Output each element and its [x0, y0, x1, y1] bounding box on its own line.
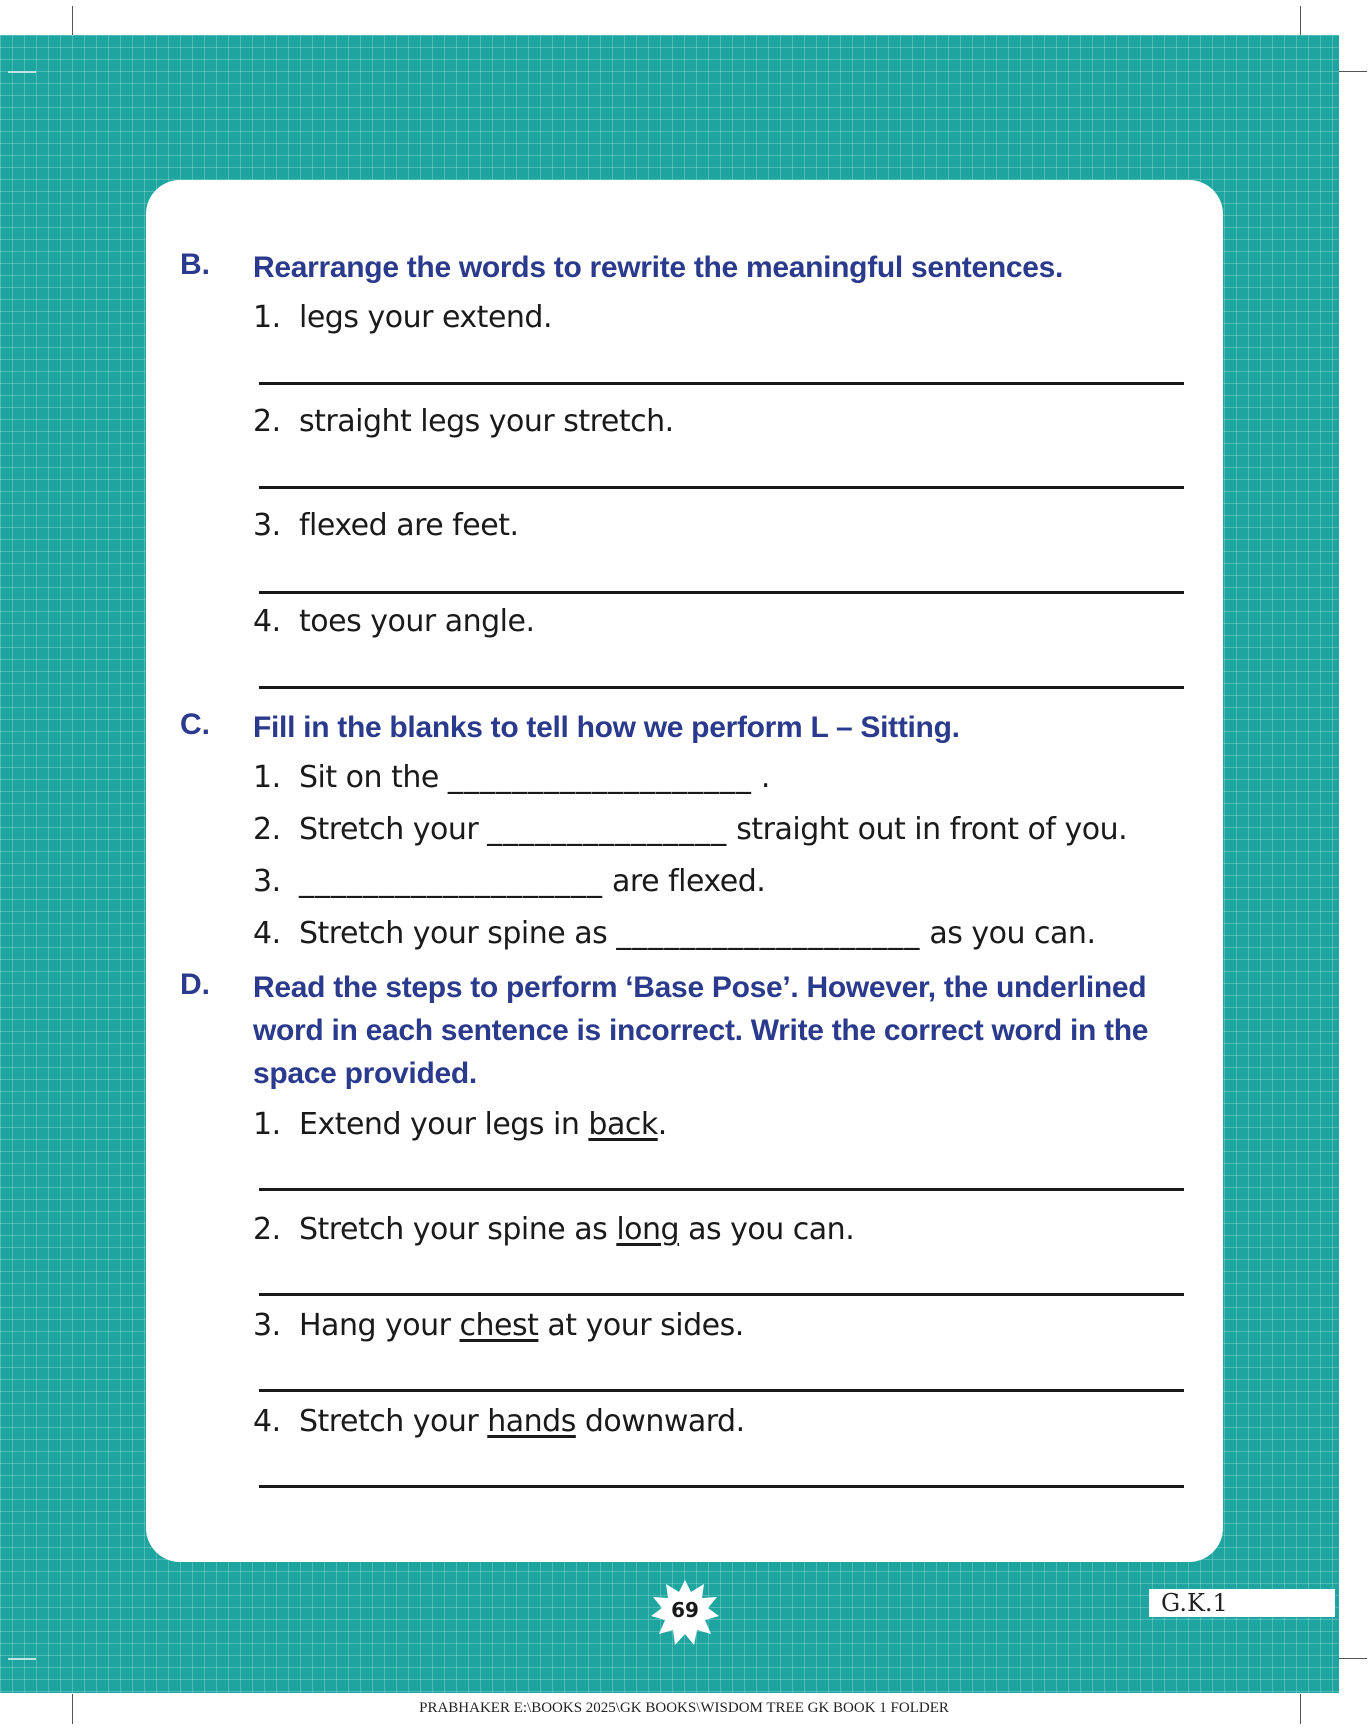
answer-line[interactable] — [259, 1293, 1184, 1296]
answer-line[interactable] — [259, 1188, 1184, 1191]
crop-mark — [8, 71, 36, 73]
section-b-item — [253, 604, 535, 639]
item-text: flexed are feet. — [299, 508, 519, 543]
item-before: Extend your legs in — [299, 1107, 589, 1142]
item-before: Stretch your spine as — [299, 916, 617, 951]
item-before: Hang your — [299, 1308, 460, 1343]
answer-line[interactable] — [259, 1485, 1184, 1488]
section-c-item — [253, 864, 765, 899]
crop-mark — [1339, 1658, 1367, 1659]
answer-line[interactable] — [259, 591, 1184, 594]
item-after: . — [751, 760, 770, 795]
fill-blank[interactable]: ___________________ — [447, 760, 752, 795]
item-number: 1. — [253, 760, 281, 795]
underlined-word: long — [616, 1212, 680, 1247]
section-b-item — [253, 300, 552, 335]
crop-mark — [1300, 6, 1301, 36]
item-number: 4. — [253, 916, 281, 951]
section-d-letter: D. — [180, 968, 210, 1001]
item-after: as you can. — [679, 1212, 855, 1247]
item-number: 4. — [253, 604, 281, 639]
item-number: 2. — [253, 1212, 281, 1247]
book-label: G.K.1 — [1149, 1589, 1335, 1617]
item-number: 3. — [253, 508, 281, 543]
item-text: legs your extend. — [299, 300, 552, 335]
item-number: 2. — [253, 404, 281, 439]
fill-blank[interactable]: ___________________ — [299, 864, 603, 899]
fill-blank[interactable]: _______________ — [487, 812, 728, 847]
item-number: 1. — [253, 1107, 281, 1142]
section-b-title: Rearrange the words to rewrite the meaningful sentences. — [253, 251, 1064, 284]
section-c-item — [253, 812, 1127, 847]
item-after: downward. — [575, 1404, 745, 1439]
crop-mark — [1339, 71, 1367, 72]
section-c-item — [253, 916, 1095, 951]
item-text: toes your angle. — [299, 604, 535, 639]
item-number: 1. — [253, 300, 281, 335]
crop-mark — [8, 1658, 36, 1660]
section-d-item — [253, 1212, 854, 1247]
item-before: Sit on the — [299, 760, 448, 795]
section-c-item — [253, 760, 770, 795]
item-before: Stretch your spine as — [299, 1212, 617, 1247]
section-d-item — [253, 1107, 667, 1142]
item-text: straight legs your stretch. — [299, 404, 674, 439]
underlined-word: hands — [487, 1404, 576, 1439]
answer-line[interactable] — [259, 486, 1184, 489]
page-number: 69 — [671, 1598, 699, 1622]
answer-line[interactable] — [259, 686, 1184, 689]
crop-mark — [72, 6, 73, 36]
item-number: 2. — [253, 812, 281, 847]
item-after: as you can. — [920, 916, 1096, 951]
section-d-item — [253, 1308, 744, 1343]
item-after: are flexed. — [603, 864, 766, 899]
section-b-letter: B. — [180, 248, 210, 281]
section-b-item — [253, 508, 519, 543]
item-number: 4. — [253, 1404, 281, 1439]
item-after: . — [657, 1107, 667, 1142]
section-c-title: Fill in the blanks to tell how we perform L – Sitting. — [253, 711, 960, 744]
item-number: 3. — [253, 1308, 281, 1343]
section-b-item — [253, 404, 674, 439]
item-after: at your sides. — [538, 1308, 744, 1343]
section-d-item — [253, 1404, 745, 1439]
item-before: Stretch your — [299, 812, 488, 847]
item-before: Stretch your — [299, 1404, 488, 1439]
section-c-letter: C. — [180, 708, 210, 741]
answer-line[interactable] — [259, 382, 1184, 385]
item-number: 3. — [253, 864, 281, 899]
print-footer: PRABHAKER E:\BOOKS 2025\GK BOOKS\WISDOM TREE GK BOOK 1 FOLDER — [419, 1700, 949, 1716]
fill-blank[interactable]: ___________________ — [616, 916, 921, 951]
answer-line[interactable] — [259, 1389, 1184, 1392]
underlined-word: chest — [459, 1308, 539, 1343]
underlined-word: back — [588, 1107, 658, 1142]
section-d-title: Read the steps to perform ‘Base Pose’. However, the underlined word in each sentence is incorrect. Write the correct word in the space provided. — [253, 971, 1149, 1090]
item-after: straight out in front of you. — [727, 812, 1128, 847]
